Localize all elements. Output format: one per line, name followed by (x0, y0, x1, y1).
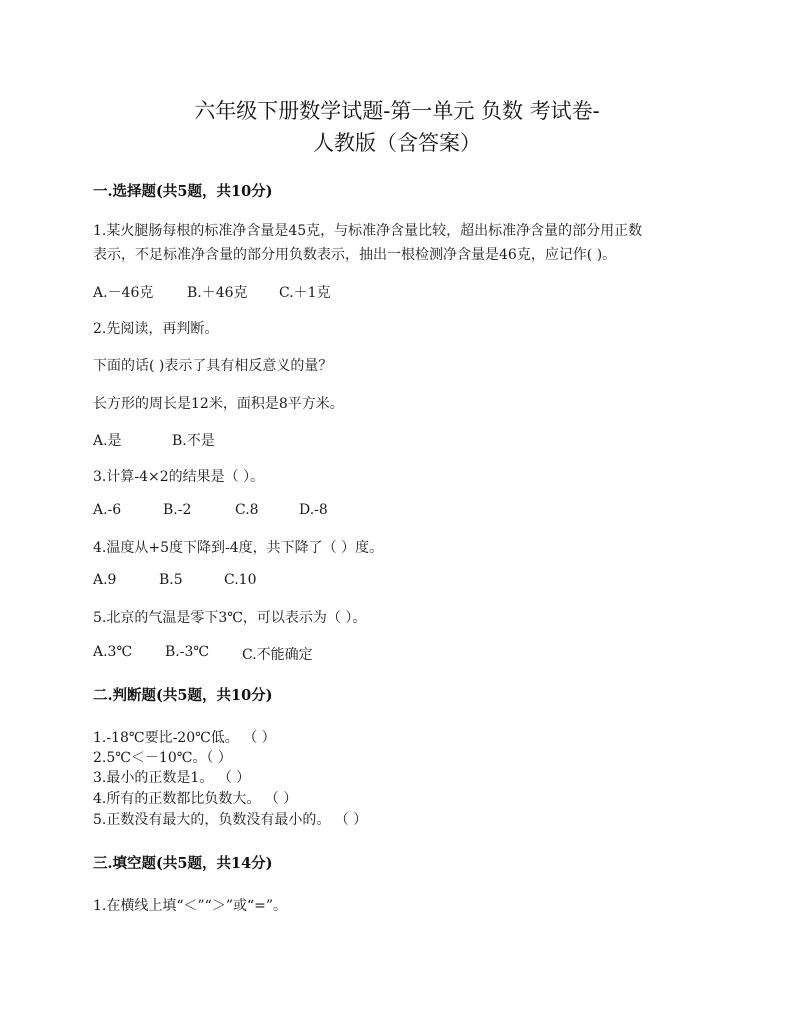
section-heading-true-false: 二.判断题(共5题，共10分) (93, 687, 273, 704)
option-a: A.3℃ (93, 644, 133, 660)
option-c: C.8 (235, 502, 259, 518)
option-b: B.-2 (163, 502, 192, 518)
question-2-statement: 长方形的周长是12米，面积是8平方米。 (93, 396, 344, 412)
option-a: A.-6 (93, 502, 122, 518)
question-4-text: 4.温度从+5度下降到-4度，共下降了（ ）度。 (93, 540, 384, 556)
judge-item-4: 4.所有的正数都比负数大。 （ ） (93, 791, 298, 807)
option-b: B.5 (159, 572, 183, 588)
judge-item-5: 5.正数没有最大的，负数没有最小的。 （ ） (93, 812, 368, 828)
option-a: A.9 (93, 572, 117, 588)
question-1-text-line1: 1.某火腿肠每根的标准净含量是45克，与标准净含量比较，超出标准净含量的部分用正数 (93, 223, 643, 239)
option-b: B.不是 (172, 433, 215, 449)
judge-item-3: 3.最小的正数是1。 （ ） (93, 770, 251, 786)
fill-question-1: 1.在横线上填“＜”“＞”或“=”。 (93, 898, 288, 914)
option-c: C.＋1克 (279, 285, 331, 301)
section-heading-choice: 一.选择题(共5题，共10分) (93, 183, 273, 200)
question-1-text-line2: 表示，不足标准净含量的部分用负数表示，抽出一根检测净含量是46克，应记作( )。 (93, 247, 617, 263)
page-title-line2: 人教版（含答案） (313, 131, 481, 155)
option-d: D.-8 (299, 502, 328, 518)
question-2-intro: 2.先阅读，再判断。 (93, 321, 219, 337)
option-a: A.是 (93, 433, 122, 449)
option-c: C.10 (224, 572, 257, 588)
judge-item-1: 1.-18℃要比-20℃低。 （ ） (93, 730, 276, 746)
question-3-text: 3.计算-4×2的结果是（ ）。 (93, 469, 265, 485)
question-5-text: 5.北京的气温是零下3℃，可以表示为（ ）。 (93, 610, 367, 626)
question-2-question: 下面的话( )表示了具有相反意义的量？ (93, 358, 333, 374)
option-a: A.－46克 (93, 285, 154, 301)
option-b: B.-3℃ (165, 644, 210, 660)
judge-item-2: 2.5℃＜－10℃。（ ） (93, 750, 232, 766)
option-b: B.＋46克 (187, 285, 248, 301)
page-title-line1: 六年级下册数学试题-第一单元 负数 考试卷- (194, 99, 600, 123)
option-c: C.不能确定 (242, 647, 313, 663)
section-heading-fill-blank: 三.填空题(共5题，共14分) (93, 855, 273, 872)
